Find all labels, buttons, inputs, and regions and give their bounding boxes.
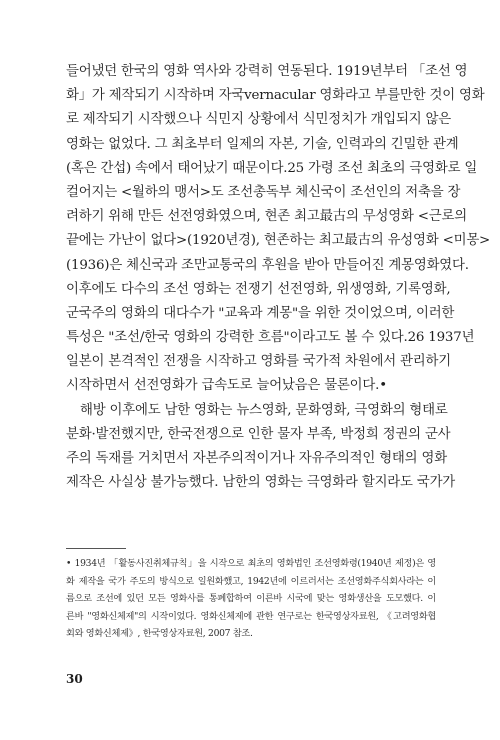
- body-line: 화」가 제작되기 시작하며 자국vernacular 영화라고 부를만한 것이 영화: [66, 88, 485, 104]
- footnote: [66, 555, 436, 643]
- body-line: 끝에는 가난이 없다>(1920년경), 현존하는 최고最古의 유성영화 <미몽>: [66, 233, 491, 249]
- footnote-line: • 1934년 「활동사진취체규칙」을 시작으로 최초의 영화법인 조선영화령(1940년 제정)은 영: [66, 558, 436, 569]
- body-line: 로 제작되기 시작했으나 식민지 상황에서 식민정치가 개입되지 않은: [66, 112, 451, 128]
- body-line: 군국주의 영화의 대다수가 "교육과 계몽"을 위한 것이었으며, 이러한: [66, 305, 455, 321]
- body-line: 들어냈던 한국의 영화 역사와 강력히 연동된다. 1919년부터 「조선 영: [66, 64, 468, 79]
- body-line: 분화·발전했지만, 한국전쟁으로 인한 물자 부족, 박정희 정권의 군사: [66, 426, 451, 442]
- body-line: 일본이 본격적인 전쟁을 시작하고 영화를 국가적 차원에서 관리하기: [66, 354, 451, 370]
- body-line: (1936)은 체신국과 조만교통국의 후원을 받아 만들어진 계몽영화였다.: [66, 257, 469, 273]
- footnote-line: 른바 "영화신체제"의 시작이었다. 영화신체제에 관한 연구로는 한국영상자료원, 《고려영화협: [66, 610, 436, 622]
- body-line: 제작은 사실상 불가능했다. 남한의 영화는 극영화라 할지라도 국가가: [66, 475, 456, 491]
- footnote-line: 름으로 조선에 있던 모든 영화사를 통폐합하여 이른바 시국에 맞는 영화생산을 도모했다. 이: [66, 593, 436, 604]
- footnote-line: 회와 영화신체제》, 한국영상자료원, 2007 참조.: [66, 628, 253, 639]
- body-line: 이후에도 다수의 조선 영화는 전쟁기 선전영화, 위생영화, 기록영화,: [66, 281, 451, 297]
- body-line: 려하기 위해 만든 선전영화였으며, 현존 최고最古의 무성영화 <근로의: [66, 209, 467, 225]
- body-line: (혹은 간섭) 속에서 태어났기 때문이다.25 가령 조선 최초의 극영화로 일: [66, 160, 478, 176]
- body-line: 해방 이후에도 남한 영화는 뉴스영화, 문화영화, 극영화의 형태로: [80, 402, 448, 418]
- footnote-line: 화 제작을 국가 주도의 방식으로 일원화했고, 1942년에 이르러서는 조선영화주식회사라는 이: [66, 575, 436, 587]
- body-line: 컬어지는 <월하의 맹서>도 조선총독부 체신국이 조선인의 저축을 장: [66, 184, 461, 200]
- body-line: 영화는 없었다. 그 최초부터 일제의 자본, 기술, 인력과의 긴밀한 관계: [66, 136, 459, 152]
- body-line: 시작하면서 선전영화가 급속도로 늘어났음은 물론이다.•: [66, 378, 387, 394]
- page-number: 30: [66, 672, 83, 686]
- body-line: 특성은 "조선/한국 영화의 강력한 흐름"이라고도 볼 수 있다.26 1937년: [66, 330, 475, 346]
- body-line: 주의 독재를 거치면서 자본주의적이거나 자유주의적인 형태의 영화: [66, 451, 447, 466]
- footnote-divider: [66, 548, 126, 549]
- body-text: [66, 60, 491, 495]
